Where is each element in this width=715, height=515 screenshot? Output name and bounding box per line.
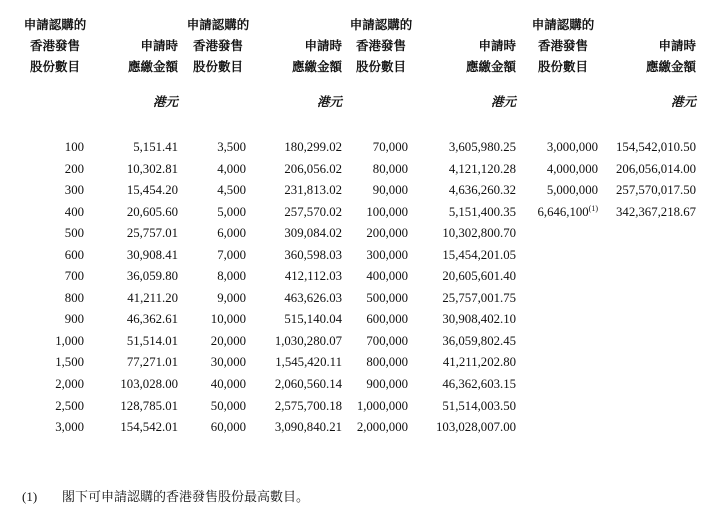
shares-cell: 6,646,100$^{(1)}$	[537, 203, 598, 219]
shares-cell: 800	[64, 290, 84, 305]
shares-column-1	[20, 137, 84, 439]
amount-cell: 206,056,014.00	[616, 161, 696, 176]
amount-column-3	[410, 137, 516, 439]
shares-column-2	[180, 137, 246, 439]
amount-cell: 180,299.02	[284, 140, 342, 154]
amount-cell: 154,542,010.50	[616, 140, 696, 154]
amount-cell: 1,030,280.07	[274, 333, 342, 348]
header-shares-2: 申請認購的 香港發售 股份數目	[186, 17, 250, 74]
amount-cell: 515,140.04	[284, 312, 342, 327]
header-shares-1: 申請認購的 香港發售 股份數目	[23, 17, 87, 74]
shares-cell: 5,000,000	[546, 183, 598, 198]
shares-cell: 600	[64, 247, 84, 262]
shares-cell: 2,000	[55, 377, 84, 392]
shares-cell: 1,500	[55, 355, 84, 370]
footnote	[22, 486, 309, 505]
shares-cell: 70,000	[372, 140, 408, 154]
header-amount-4: 申請時 應繳金額	[645, 38, 696, 74]
shares-column-4	[520, 137, 598, 223]
shares-cell: 1,000	[55, 333, 84, 348]
footnote-marker: (1)	[588, 203, 598, 213]
shares-cell: 900,000	[366, 377, 408, 392]
amount-cell: 103,028.00	[120, 377, 178, 392]
amount-cell: 2,060,560.14	[274, 377, 342, 392]
shares-cell: 500,000	[366, 290, 408, 305]
shares-cell: 90,000	[372, 183, 408, 198]
amount-cell: 154,542.01	[120, 420, 178, 435]
shares-cell: 300	[64, 183, 84, 198]
shares-cell: 3,500	[217, 140, 246, 154]
shares-cell: 30,000	[210, 355, 246, 370]
amount-cell: 231,813.02	[284, 183, 342, 198]
amount-cell: 4,636,260.32	[448, 183, 516, 198]
header-shares-3: 申請認購的 香港發售 股份數目	[349, 17, 413, 74]
amount-cell: 30,908.41	[126, 247, 178, 262]
amount-cell: 20,605.60	[126, 204, 178, 219]
amount-cell: 41,211,202.80	[442, 355, 516, 370]
shares-cell: 400,000	[366, 269, 408, 284]
amount-cell: 36,059,802.45	[442, 333, 516, 348]
amount-cell: 77,271.01	[126, 355, 178, 370]
shares-cell: 4,500	[217, 183, 246, 198]
amount-cell: 15,454.20	[126, 183, 178, 198]
amount-cell: 20,605,601.40	[442, 269, 516, 284]
shares-cell: 700,000	[366, 333, 408, 348]
header-unit-1: 港元	[152, 94, 178, 109]
shares-cell: 200	[64, 161, 84, 176]
footnote-number: (1)	[22, 489, 38, 504]
amount-cell: 103,028,007.00	[436, 420, 516, 435]
shares-cell: 3,000	[55, 420, 84, 435]
header-amount-1: 申請時 應繳金額	[127, 38, 178, 74]
amount-column-4	[604, 137, 696, 223]
shares-cell: 900	[64, 312, 84, 327]
amount-cell: 30,908,402.10	[442, 312, 516, 327]
amount-cell: 257,570,017.50	[616, 183, 696, 198]
header-amount-2: 申請時 應繳金額	[291, 38, 342, 74]
amount-cell: 360,598.03	[284, 247, 342, 262]
amount-cell: 257,570.02	[284, 204, 342, 219]
amount-cell: 46,362.61	[126, 312, 178, 327]
shares-cell: 9,000	[217, 290, 246, 305]
amount-cell: 5,151.41	[133, 140, 178, 154]
shares-cell: 200,000	[366, 226, 408, 241]
amount-column-1	[88, 137, 178, 439]
footnote-text: 閣下可申請認購的香港發售股份最高數目。	[62, 490, 310, 505]
shares-cell: 800,000	[366, 355, 408, 370]
shares-cell: 500	[64, 226, 84, 241]
amount-cell: 51,514.01	[126, 333, 178, 348]
amount-cell: 25,757.01	[126, 226, 178, 241]
amount-cell: 3,605,980.25	[448, 140, 516, 154]
header-unit-2: 港元	[316, 94, 342, 109]
amount-cell: 25,757,001.75	[442, 290, 516, 305]
amount-cell: 15,454,201.05	[442, 247, 516, 262]
shares-cell: 10,000	[210, 312, 246, 327]
amount-cell: 10,302.81	[126, 161, 178, 176]
amount-cell: 46,362,603.15	[442, 377, 516, 392]
shares-cell: 2,000,000	[356, 420, 408, 435]
shares-cell: 5,000	[217, 204, 246, 219]
amount-cell: 4,121,120.28	[448, 161, 516, 176]
shares-cell: 4,000,000	[546, 161, 598, 176]
shares-column-3	[344, 137, 408, 439]
header-amount-3: 申請時 應繳金額	[465, 38, 516, 74]
header-unit-3: 港元	[490, 94, 516, 109]
shares-cell: 80,000	[372, 161, 408, 176]
amount-cell: 463,626.03	[284, 290, 342, 305]
shares-cell: 6,000	[217, 226, 246, 241]
amount-cell: 1,545,420.11	[275, 355, 342, 370]
amount-cell: 309,084.02	[284, 226, 342, 241]
shares-cell: 8,000	[217, 269, 246, 284]
shares-cell: 40,000	[210, 377, 246, 392]
shares-cell: 60,000	[210, 420, 246, 435]
shares-cell: 600,000	[366, 312, 408, 327]
amount-column-2	[250, 137, 342, 439]
amount-cell: 2,575,700.18	[274, 398, 342, 413]
shares-cell: 20,000	[210, 333, 246, 348]
amount-cell: 206,056.02	[284, 161, 342, 176]
amount-cell: 41,211.20	[127, 290, 178, 305]
shares-cell: 4,000	[217, 161, 246, 176]
shares-cell: 50,000	[210, 398, 246, 413]
shares-cell: 3,000,000	[546, 140, 598, 154]
shares-cell: 100,000	[366, 204, 408, 219]
shares-cell: 7,000	[217, 247, 246, 262]
shares-cell: 1,000,000	[356, 398, 408, 413]
shares-cell: 700	[64, 269, 84, 284]
shares-cell: 2,500	[55, 398, 84, 413]
amount-cell: 3,090,840.21	[274, 420, 342, 435]
header-shares-4: 申請認購的 香港發售 股份數目	[531, 17, 595, 74]
amount-cell: 51,514,003.50	[442, 398, 516, 413]
amount-cell: 5,151,400.35	[448, 204, 516, 219]
amount-cell: 36,059.80	[126, 269, 178, 284]
header-unit-4: 港元	[670, 94, 696, 109]
amount-cell: 10,302,800.70	[442, 226, 516, 241]
amount-cell: 412,112.03	[284, 269, 342, 284]
amount-cell: 342,367,218.67	[616, 204, 696, 219]
amount-cell: 128,785.01	[120, 398, 178, 413]
shares-cell: 400	[64, 204, 84, 219]
shares-cell: 300,000	[366, 247, 408, 262]
shares-cell: 100	[64, 140, 84, 154]
